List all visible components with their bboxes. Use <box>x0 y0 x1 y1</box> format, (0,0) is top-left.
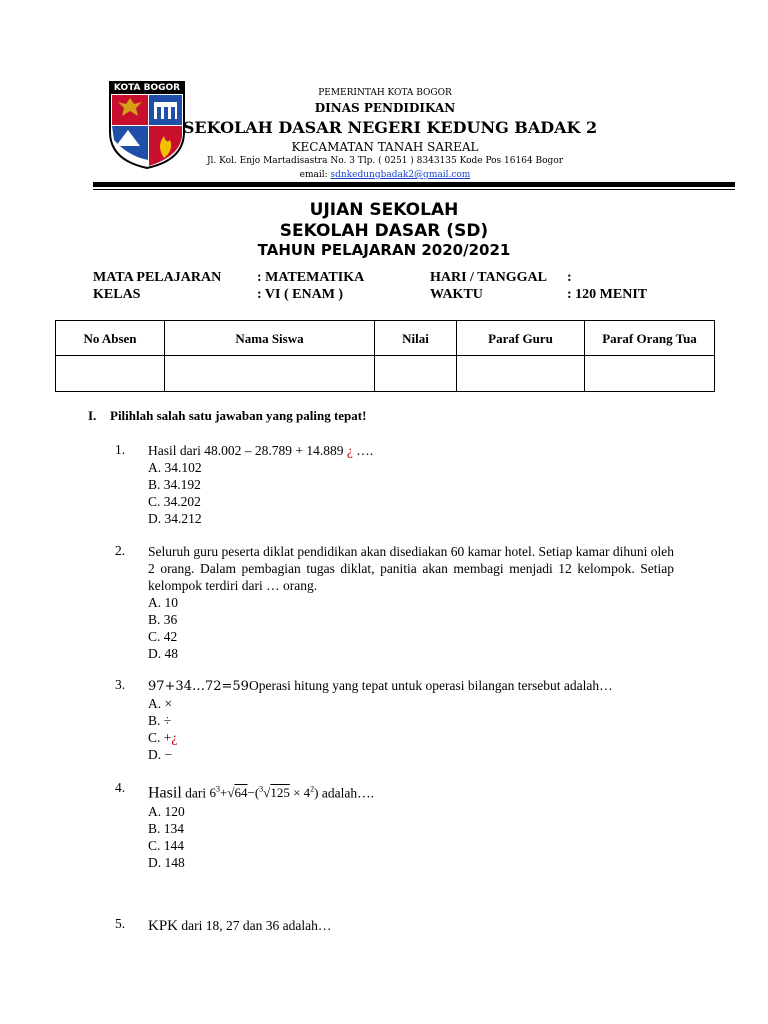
school-address: Jl. Kol. Enjo Martadisastra No. 3 Tlp. ( 0251 ) 8343135 Kode Pos 16164 Bogor <box>206 156 564 166</box>
option-c[interactable]: C. 42 <box>148 629 178 644</box>
question-number: 5. <box>115 916 126 931</box>
question-text <box>148 677 613 695</box>
exam-level: SEKOLAH DASAR (SD) <box>279 221 489 241</box>
option-c[interactable] <box>148 729 613 746</box>
question-text <box>148 442 373 459</box>
student-identity-table <box>55 320 715 392</box>
option-b[interactable]: B. ÷ <box>148 713 172 728</box>
department-name: DINAS PENDIDIKAN <box>314 101 456 115</box>
school-name: SEKOLAH DASAR NEGERI KEDUNG BADAK 2 <box>182 118 598 137</box>
letterhead-divider-thick <box>93 182 735 187</box>
email-link[interactable]: sdnkedungbadak2@gmail.com <box>330 170 471 180</box>
subject-value: : MATEMATIKA <box>257 270 365 285</box>
option-a[interactable]: A. × <box>148 696 173 711</box>
option-c[interactable]: C. 34.202 <box>148 494 201 509</box>
class-label: KELAS <box>93 287 141 302</box>
academic-year: TAHUN PELAJARAN 2020/2021 <box>257 241 511 259</box>
class-value: : VI ( ENAM ) <box>257 287 344 302</box>
section-heading <box>88 408 366 424</box>
cell-no-absen[interactable] <box>56 356 165 392</box>
government-name: PEMERINTAH KOTA BOGOR <box>318 88 452 98</box>
cell-nilai[interactable] <box>375 356 457 392</box>
school-email-line <box>200 170 570 180</box>
cell-nama-siswa[interactable] <box>165 356 375 392</box>
question-text <box>148 780 374 803</box>
option-d[interactable]: D. 34.212 <box>148 511 202 526</box>
header-paraf-guru: Paraf Guru <box>457 321 585 356</box>
header-paraf-orang-tua: Paraf Orang Tua <box>585 321 715 356</box>
header-nama-siswa: Nama Siswa <box>165 321 375 356</box>
table-header-row <box>56 321 715 356</box>
subject-label: MATA PELAJARAN <box>93 270 222 285</box>
question-tail: …. <box>352 443 374 458</box>
header-nilai: Nilai <box>375 321 457 356</box>
question-number: 3. <box>115 677 126 692</box>
table-row <box>56 356 715 392</box>
section-instruction: Pilihlah salah satu jawaban yang paling tepat! <box>110 408 367 423</box>
option-b[interactable]: B. 36 <box>148 612 178 627</box>
option-b[interactable]: B. 34.192 <box>148 477 201 492</box>
cell-paraf-orang-tua[interactable] <box>585 356 715 392</box>
option-d[interactable]: D. − <box>148 747 173 762</box>
cell-paraf-guru[interactable] <box>457 356 585 392</box>
date-label: HARI / TANGGAL <box>430 270 547 285</box>
option-c-label: C. + <box>148 730 172 745</box>
question-stem: Operasi hitung yang tepat untuk operasi bilangan tersebut adalah… <box>248 678 613 693</box>
question-word: Hasil <box>148 784 182 802</box>
question-mark-glyph: ¿ <box>346 443 353 458</box>
question-text: Seluruh guru peserta diklat pendidikan akan disediakan 60 kamar hotel. Setiap kamar dihuni oleh 2 orang. Dalam pembagian tugas diklat, panitia akan membagi menjadi 12 kelompok. Setiap kelompok terdiri dari … orang. <box>148 544 674 593</box>
option-b[interactable]: B. 134 <box>148 821 185 837</box>
option-a[interactable]: A. 10 <box>148 595 178 610</box>
date-value: : <box>567 270 572 285</box>
logo-text: KOTA BOGOR <box>113 83 181 93</box>
question-stem: dari <box>181 785 210 801</box>
question-stem: Hasil dari 48.002 – 28.789 + 14.889 <box>148 443 347 458</box>
question-number: 2. <box>115 543 126 558</box>
section-number: I. <box>88 408 97 423</box>
time-value: : 120 MENIT <box>567 287 648 302</box>
district-name: KECAMATAN TANAH SAREAL <box>291 140 479 154</box>
question-number: 4. <box>115 780 126 795</box>
option-c[interactable]: C. 144 <box>148 838 185 854</box>
math-expression: $6^3+√64-(^3√125 \times 4^2)$ <box>209 785 319 801</box>
question-number: 1. <box>115 442 126 457</box>
exam-title: UJIAN SEKOLAH <box>309 200 459 220</box>
option-a[interactable]: A. 120 <box>148 804 185 820</box>
question-mark-glyph: ¿ <box>171 730 178 745</box>
time-label: WAKTU <box>430 287 483 302</box>
email-label: email: <box>299 170 331 180</box>
option-d[interactable]: D. 48 <box>148 646 178 661</box>
question-stem: dari 18, 27 dan 36 adalah… <box>178 918 332 933</box>
letterhead-divider-thin <box>93 189 735 190</box>
question-word: KPK <box>148 918 179 934</box>
header-no-absen: No Absen <box>56 321 165 356</box>
question-expression: 97+34…72=59 <box>148 679 249 694</box>
option-a[interactable]: A. 34.102 <box>148 460 202 475</box>
question-text <box>148 916 331 936</box>
question-tail: adalah…. <box>318 785 374 801</box>
option-d[interactable]: D. 148 <box>148 855 185 871</box>
